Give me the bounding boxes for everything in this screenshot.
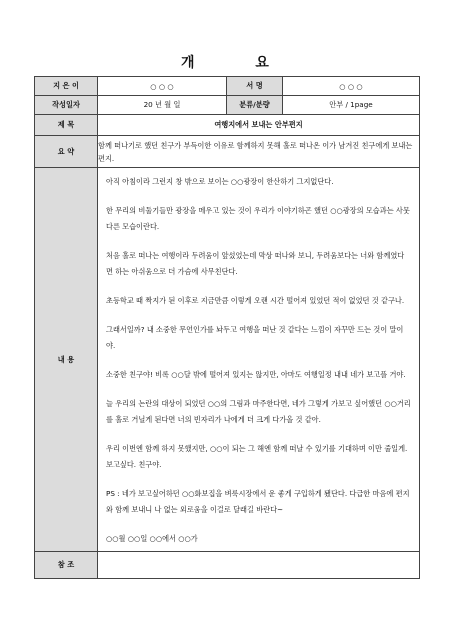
subject-label: 제 목 <box>35 115 98 136</box>
date-label: 작성일자 <box>35 96 98 115</box>
summary-form <box>34 76 420 579</box>
letter-paragraph: PS : 네가 보고싶어하던 ○○화보집을 벼룩시장에서 운 좋게 구입하게 됐단다. 다급한 마음에 편지와 함께 보내니 나 없는 외로움을 이걸로 달래길 바란다~ <box>106 489 410 514</box>
date-value: 20 년 월 일 <box>98 96 227 115</box>
letter-paragraph: 아직 아침이라 그런지 창 밖으로 보이는 ○○광장이 한산하기 그지없단다. <box>106 177 334 186</box>
recipient-label: 서 명 <box>227 77 283 96</box>
letter-paragraph: 그래서일까? 내 소중한 무언인가를 놔두고 여행을 떠난 것 같다는 느낌이 자꾸만 드는 것이 말이야. <box>106 325 404 350</box>
letter-signature: ○○월 ○○일 ○○에서 ○○가 <box>106 534 198 543</box>
author-label: 지 은 이 <box>35 77 98 96</box>
letter-paragraph: 우리 이번엔 함께 하지 못했지만, ○○이 되는 그 해엔 함께 떠날 수 있기를 기대하며 이만 줄일게. 보고싶다. 친구야. <box>106 444 408 469</box>
subject-row <box>35 115 420 136</box>
summary-row <box>35 136 420 168</box>
letter-paragraph: 한 무리의 비둘기들만 광장을 메우고 있는 것이 우리가 이야기하곤 했던 ○○광장의 모습과는 사뭇 다른 모습이란다. <box>106 206 410 231</box>
date-row <box>35 96 420 115</box>
letter-paragraph: 초등학교 때 짝지가 된 이후로 지금만큼 이렇게 오랜 시간 떨어져 있었던 적이 없었던 것 같구나. <box>106 296 405 305</box>
category-label: 분류/분량 <box>227 96 283 115</box>
reference-label: 참 조 <box>35 552 98 579</box>
letter-paragraph: 늘 우리의 논란의 대상이 되었던 ○○의 그림과 마주한다면, 네가 그렇게 가보고 싶어했던 ○○거리를 홀로 거닐게 된다면 너의 빈자리가 나에게 더 크게 다가올 것 같아. <box>106 399 411 424</box>
content-cell <box>98 168 420 552</box>
content-row <box>35 168 420 552</box>
reference-row <box>35 552 420 579</box>
author-value: ○ ○ ○ <box>98 77 227 96</box>
letter-paragraph: 소중한 친구야! 비록 ○○달 밖에 떨어져 있지는 않지만, 아마도 여행일정 내내 네가 보고플 거야. <box>106 370 406 379</box>
author-row <box>35 77 420 96</box>
document-title: 개 요 <box>181 55 297 71</box>
summary-label: 요 약 <box>35 136 98 168</box>
letter-body <box>98 168 419 551</box>
reference-value <box>98 552 420 579</box>
content-label: 내 용 <box>35 168 98 552</box>
recipient-value: ○ ○ ○ <box>283 77 420 96</box>
summary-value: 함께 떠나기로 했던 친구가 부득이한 이유로 함께하지 못해 홀로 떠나온 이가 남겨진 친구에게 보내는 편지. <box>98 136 420 168</box>
letter-paragraph: 처음 홀로 떠나는 여행이라 두려움이 앞섰었는데 막상 떠나와 보니, 두려움보다는 너와 함께였다면 하는 아쉬움으로 더 가슴에 사무친단다. <box>106 251 405 276</box>
category-value: 안부 / 1page <box>283 96 420 115</box>
subject-value: 여행지에서 보내는 안부편지 <box>98 115 420 136</box>
